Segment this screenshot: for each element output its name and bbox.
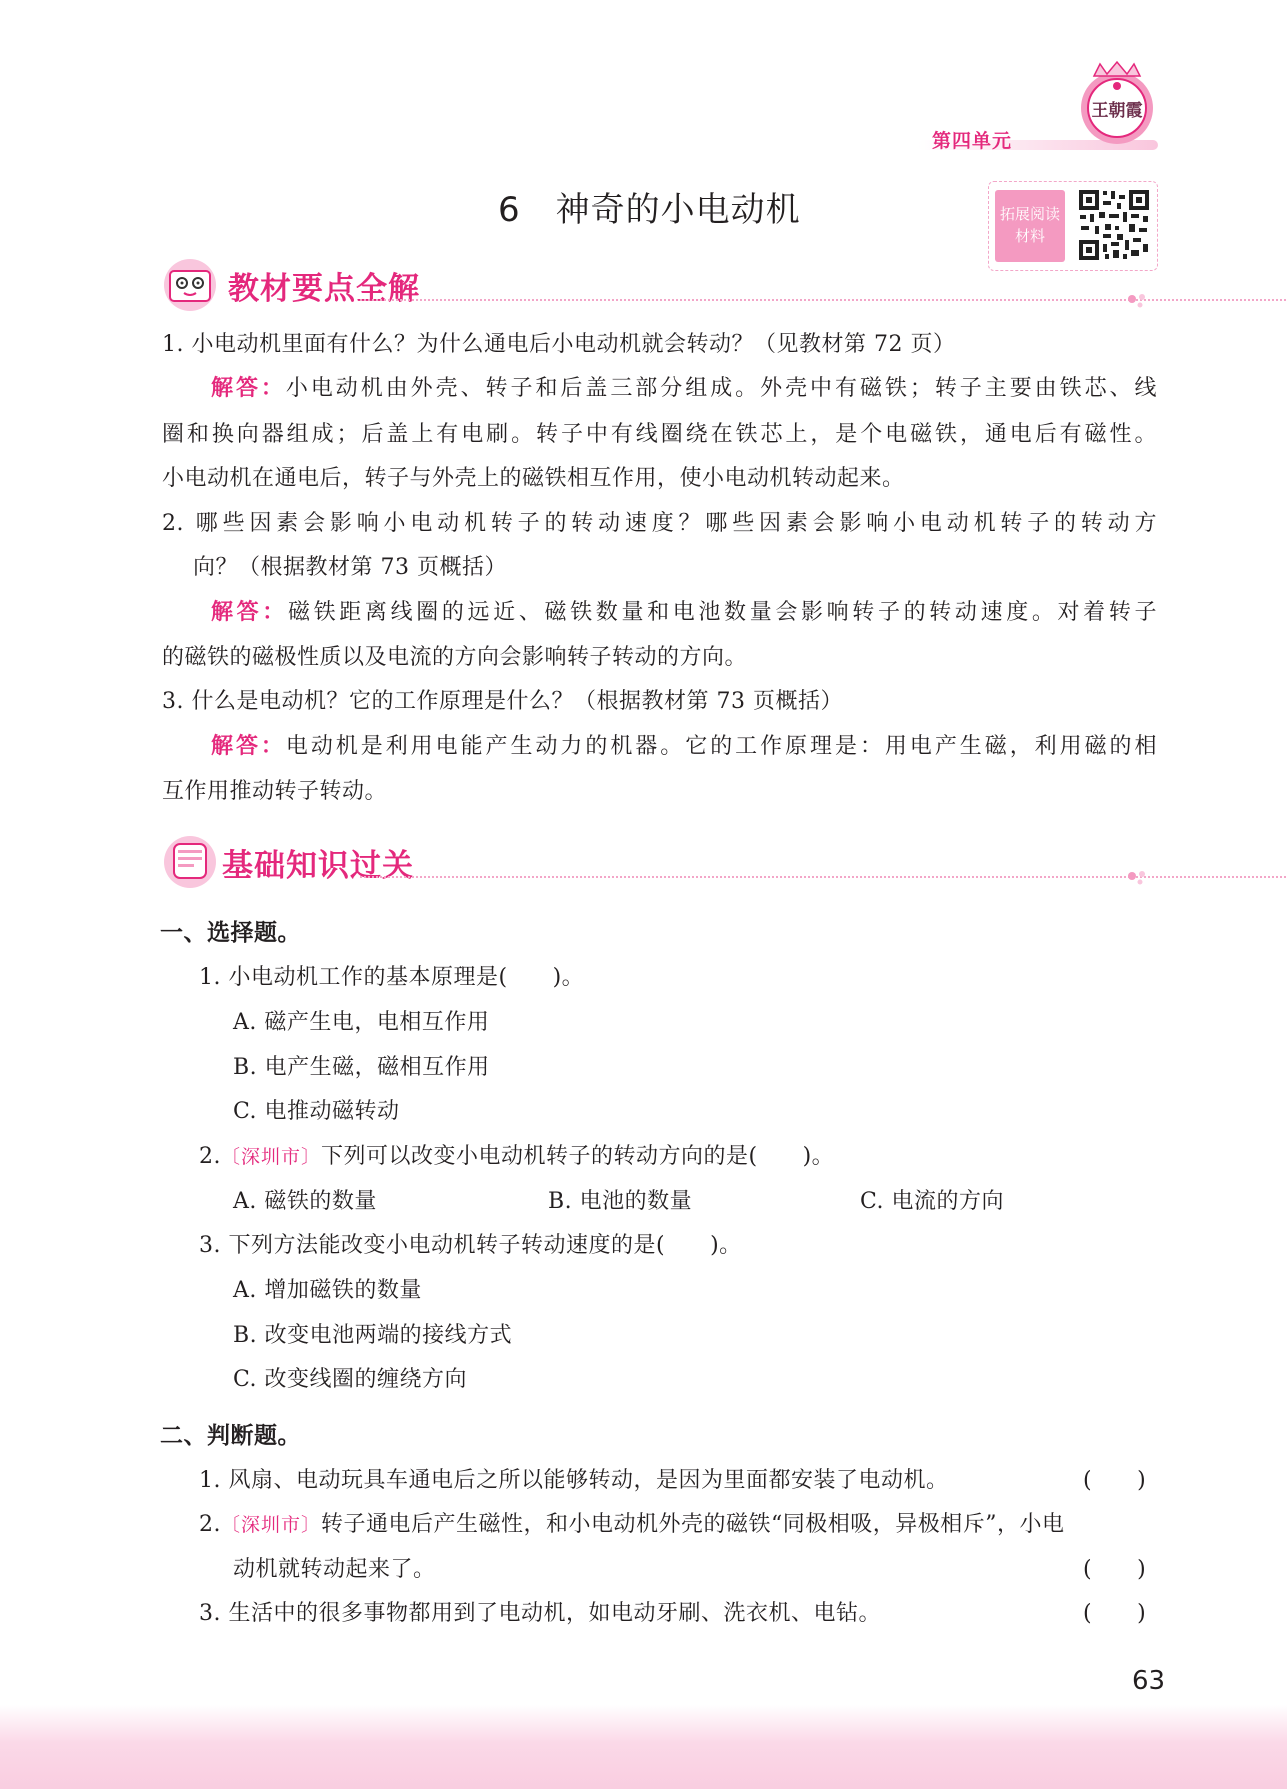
qr-code-icon [1077,188,1151,262]
choice-q2-number: 2. [199,1144,221,1169]
judge-q2-number: 2. [199,1512,221,1537]
choice-q2-option-a: A. 磁铁的数量 [233,1189,377,1214]
s1-q2-question-line2: 向？（根据教材第 73 页概括） [193,555,507,580]
s1-q3-answer-text1: 电动机是利用电能产生动力的机器。它的工作原理是：用电产生磁，利用磁的相 [285,734,1157,759]
choice-q3-option-a: A. 增加磁铁的数量 [233,1278,422,1303]
judge-q2-text-line1 [199,1510,1065,1540]
choice-q2-text [199,1142,834,1172]
choice-heading: 一、选择题。 [160,920,301,946]
choice-q2-region-tag: 〔深圳市〕 [221,1146,322,1168]
s1-q1-answer-line3: 小电动机在通电后，转子与外壳上的磁铁相互作用，使小电动机转动起来。 [162,466,905,491]
s1-q2-answer-line1 [211,598,1157,628]
qr-label-line2: 材料 [1014,227,1045,245]
judge-q1-blank: ( ) [1083,1468,1147,1493]
s1-q2-answer-text1: 磁铁距离线圈的远近、磁铁数量和电池数量会影响转子的转动速度。对着转子 [287,600,1157,625]
choice-q2-option-b: B. 电池的数量 [548,1189,693,1214]
choice-q1-text: 1. 小电动机工作的基本原理是( )。 [199,965,585,990]
s1-q1-answer-text1: 小电动机由外壳、转子和后盖三部分组成。外壳中有磁铁；转子主要由铁芯、线 [285,376,1157,401]
dots-decoration-icon [1126,289,1150,309]
s1-q3-answer-line1 [211,732,1157,762]
judge-q2-region-tag: 〔深圳市〕 [221,1514,322,1536]
s1-q1-answer-line2: 圈和换向器组成；后盖上有电刷。转子中有线圈绕在铁芯上，是个电磁铁，通电后有磁性。 [162,422,1157,447]
footer-band [0,1705,1287,1789]
section1-title: 教材要点全解 [228,271,420,307]
judge-q2-text1: 转子通电后产生磁性，和小电动机外壳的磁铁“同极相吸，异极相斥”，小电 [321,1512,1065,1537]
choice-q3-option-b: B. 改变电池两端的接线方式 [233,1323,513,1348]
s1-q1-answer-line1 [211,374,1157,404]
judge-q3-blank: ( ) [1083,1601,1147,1626]
choice-q3-text: 3. 下列方法能改变小电动机转子转动速度的是( )。 [199,1233,742,1258]
s1-q3-question: 3. 什么是电动机？它的工作原理是什么？（根据教材第 73 页概括） [162,689,843,714]
page-title: 6 神奇的小电动机 [498,190,801,230]
choice-q2-option-c: C. 电流的方向 [860,1189,1005,1214]
judge-q1-text: 1. 风扇、电动玩具车通电后之所以能够转动，是因为里面都安装了电动机。 [199,1468,949,1493]
judge-heading: 二、判断题。 [160,1423,301,1449]
judge-q3-text: 3. 生活中的很多事物都用到了电动机，如电动牙刷、洗衣机、电钻。 [199,1601,881,1626]
s1-q1-question: 1. 小电动机里面有什么？为什么通电后小电动机就会转动？（见教材第 72 页） [162,332,956,357]
unit-label: 第四单元 [932,130,1013,152]
judge-q2-blank: ( ) [1083,1557,1147,1582]
s1-q3-answer-line2: 互作用推动转子转动。 [162,779,388,804]
brand-logo [1074,60,1160,146]
choice-q1-option-b: B. 电产生磁，磁相互作用 [233,1055,490,1080]
s1-q2-answer-label: 解答： [211,600,288,625]
page-number: 63 [1132,1666,1166,1696]
book-mascot-icon [160,255,222,313]
mascot-reading-icon [160,832,222,890]
s1-q2-question-line1: 2. 哪些因素会影响小电动机转子的转动速度？哪些因素会影响小电动机转子的转动方 [162,511,1157,536]
dots-decoration-icon [1126,866,1150,886]
brand-name: 王朝霞 [1091,101,1143,121]
qr-label-line1: 拓展阅读 [999,205,1060,223]
section2-title: 基础知识过关 [222,848,414,884]
choice-q1-option-c: C. 电推动磁转动 [233,1099,400,1124]
choice-q3-option-c: C. 改变线圈的缠绕方向 [233,1367,468,1392]
section1-header [160,255,1160,315]
s1-q2-answer-line2: 的磁铁的磁极性质以及电流的方向会影响转子转动的方向。 [162,645,748,670]
choice-q1-option-a: A. 磁产生电，电相互作用 [233,1010,490,1035]
s1-q3-answer-label: 解答： [211,734,286,759]
choice-q2-question: 下列可以改变小电动机转子的转动方向的是( )。 [321,1144,835,1169]
s1-q1-answer-label: 解答： [211,376,286,401]
section2-header [160,832,1160,892]
qr-label [995,190,1065,262]
judge-q2-text-line2: 动机就转动起来了。 [233,1557,436,1582]
